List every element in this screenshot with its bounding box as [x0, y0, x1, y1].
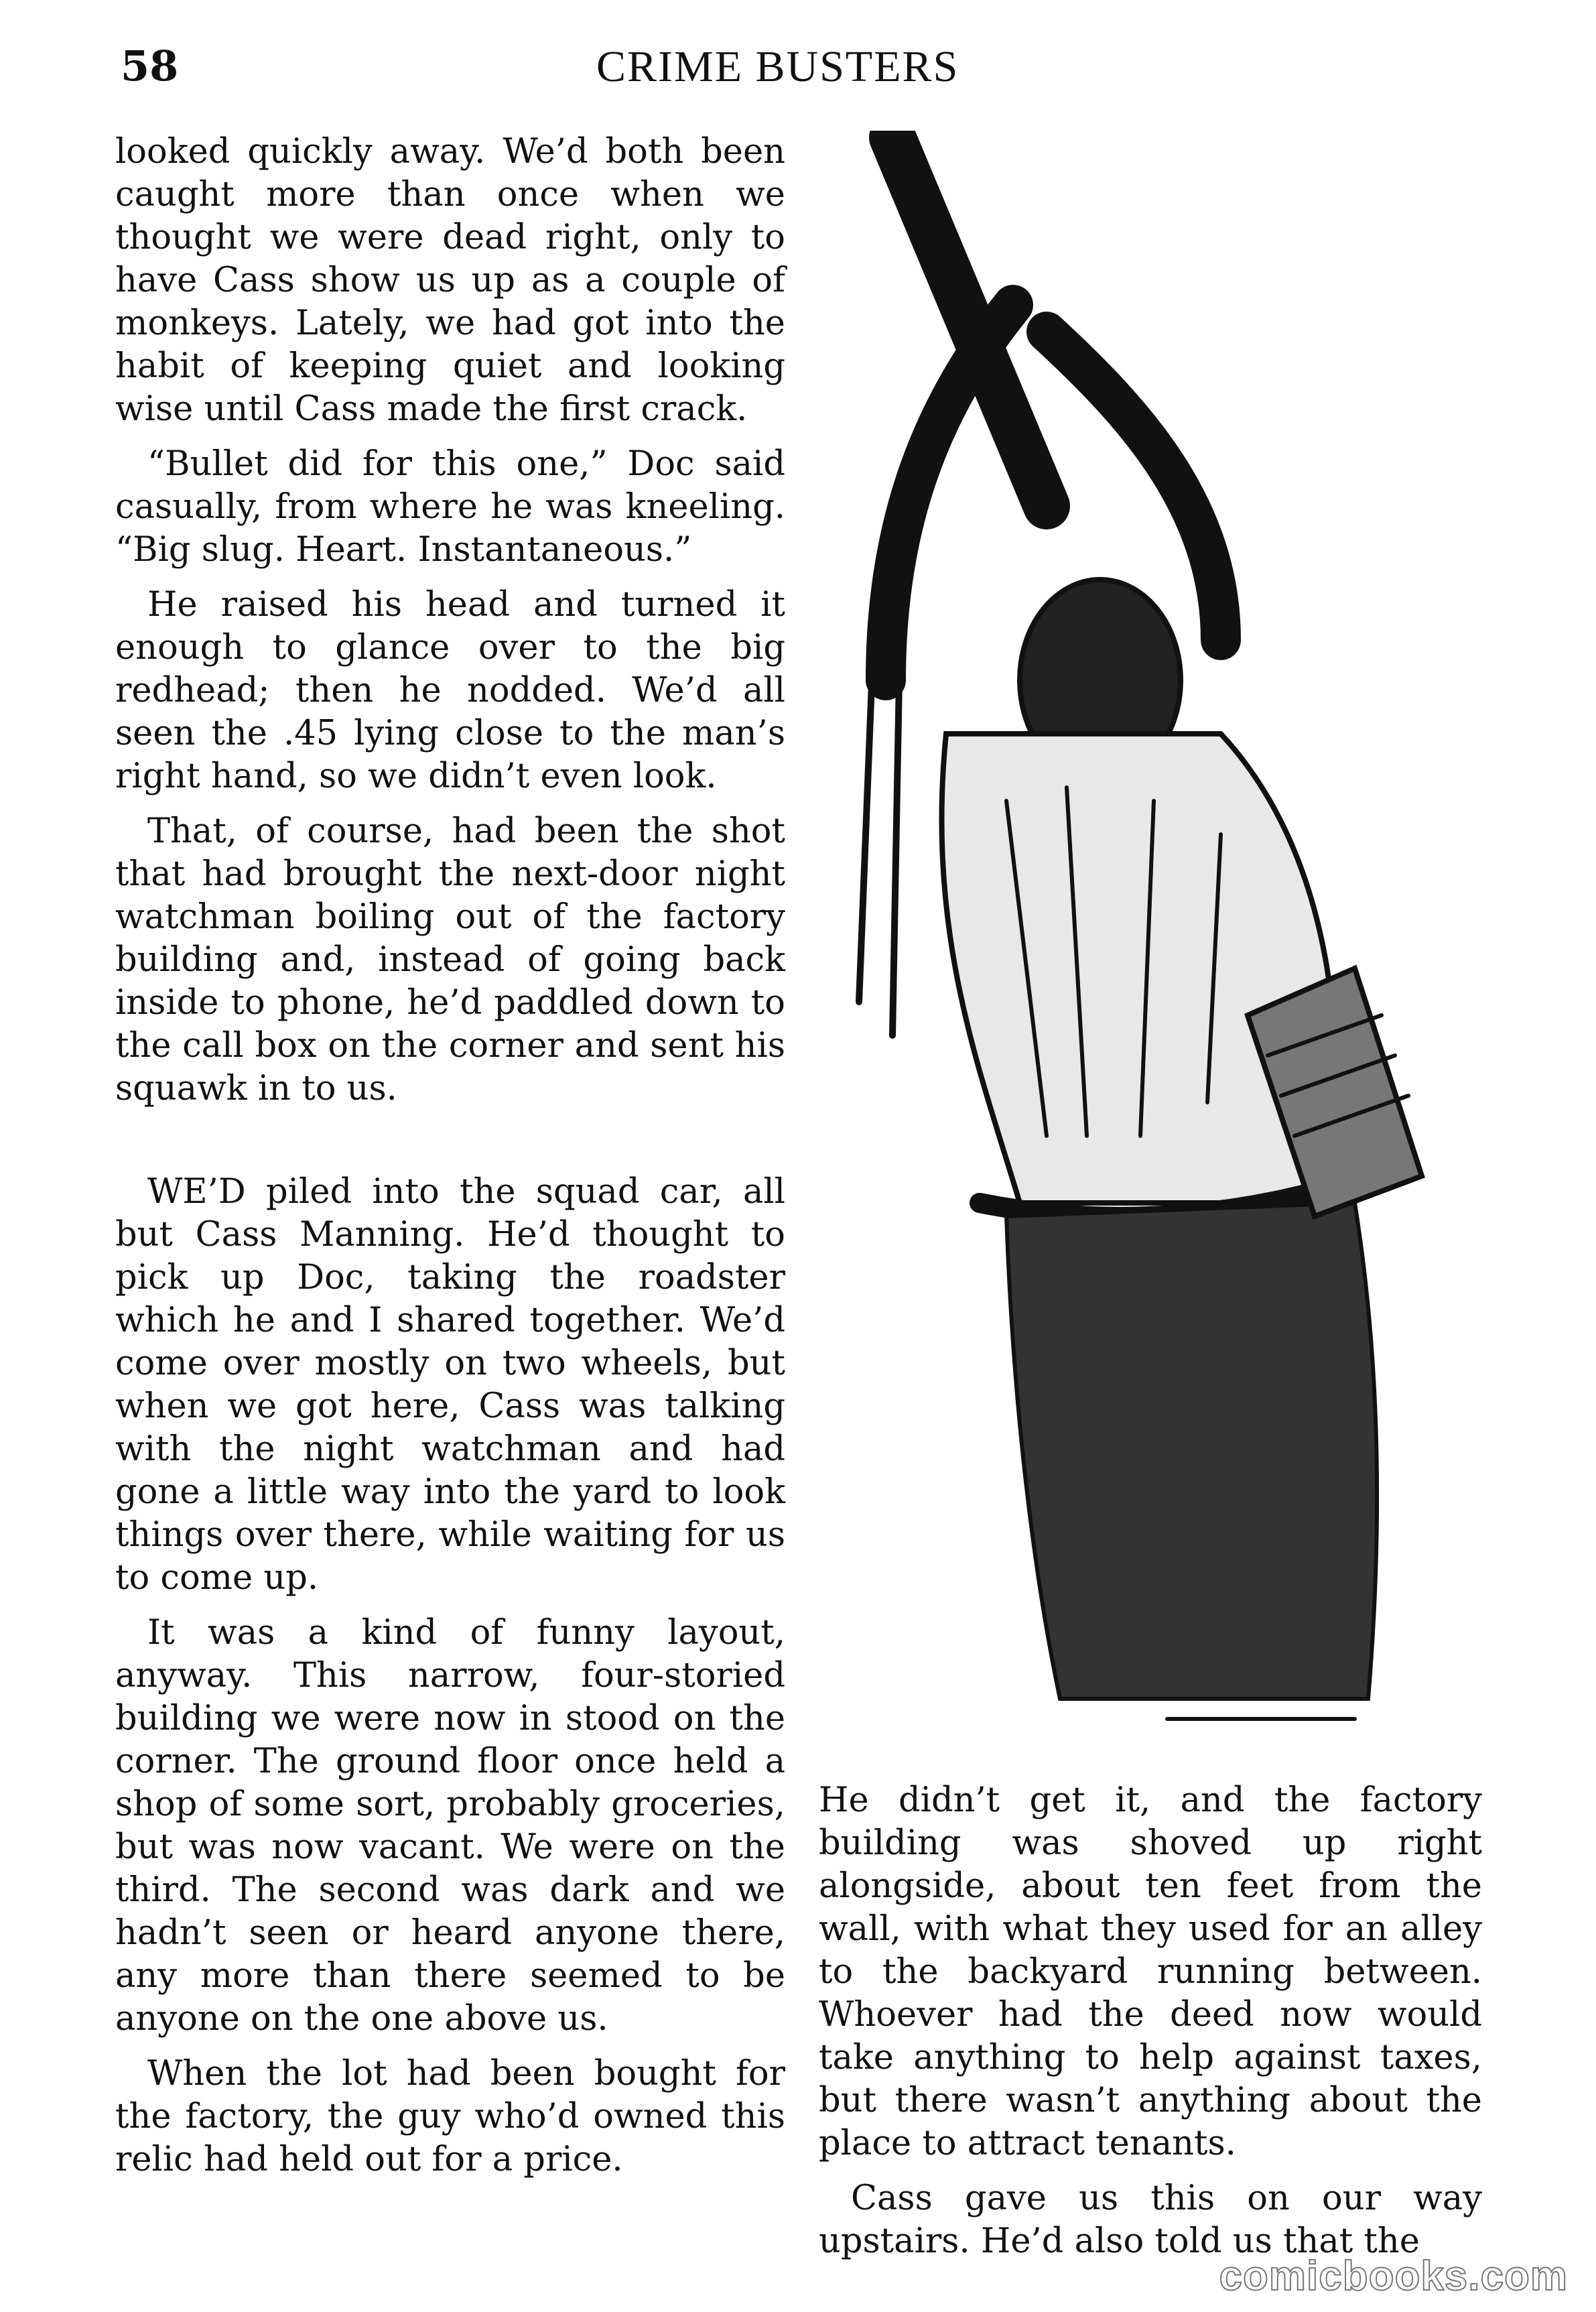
illustration [846, 131, 1475, 1732]
paragraph: When the lot had been bought for the factory, the guy who’d owned this relic had held out for a price. [115, 2054, 785, 2179]
paragraph: looked quickly away. We’d both been caught more than once when we thought we were dead right, only to have Cass show us up as a couple of monkeys. Lately, we had got into the habit of keeping quiet and looking wise until Cass made the first crack. [115, 132, 785, 429]
paragraph: “Bullet did for this one,” Doc said casually, from where he was kneeling. “Big slug. Heart. Instantaneous.” [115, 444, 785, 570]
page-number: 58 [121, 42, 179, 90]
paragraph: Cass gave us this on our way upstairs. He’d also told us that the [819, 2179, 1482, 2261]
paragraph: That, of course, had been the shot that had brought the next-door night watchman boiling out of the factory building and, instead of going back inside to phone, he’d paddled down to the call box on the corner and sent his squawk in to us. [115, 812, 785, 1108]
paragraph: He raised his head and turned it enough to glance over to the big redhead; then he nodded. We’d all seen the .45 lying close to the man’s right hand, so we didn’t even look. [115, 585, 785, 796]
paragraph: WE’D piled into the squad car, all but Cass Manning. He’d thought to pick up Doc, taking the roadster which he and I shared together. We’d come over mostly on two wheels, but when we got here, Cass was talking with the night watchman and had gone a little way into the yard to look things over there, while waiting for us to come up. [115, 1172, 785, 1598]
page-header [121, 42, 1022, 102]
watermark: comicbooks.com [1219, 2253, 1568, 2299]
paragraph: It was a kind of funny layout, anyway. This narrow, four-storied building we were now in stood on the corner. The ground floor once held a shop of some sort, probably groceries, but was now vacant. We were on the third. The second was dark and we hadn’t seen or heard anyone there, any more than there seemed to be anyone on the one above us. [115, 1613, 785, 2039]
left-column [115, 131, 785, 2193]
paragraph: He didn’t get it, and the factory building was shoved up right alongside, about ten feet from the wall, with what they used for an alley to the backyard running between. Whoever had the deed now would take anything to help against taxes, but there wasn’t anything about the place to attract tenants. [819, 1781, 1482, 2163]
running-title: CRIME BUSTERS [596, 42, 959, 91]
right-column [819, 1779, 1482, 2275]
